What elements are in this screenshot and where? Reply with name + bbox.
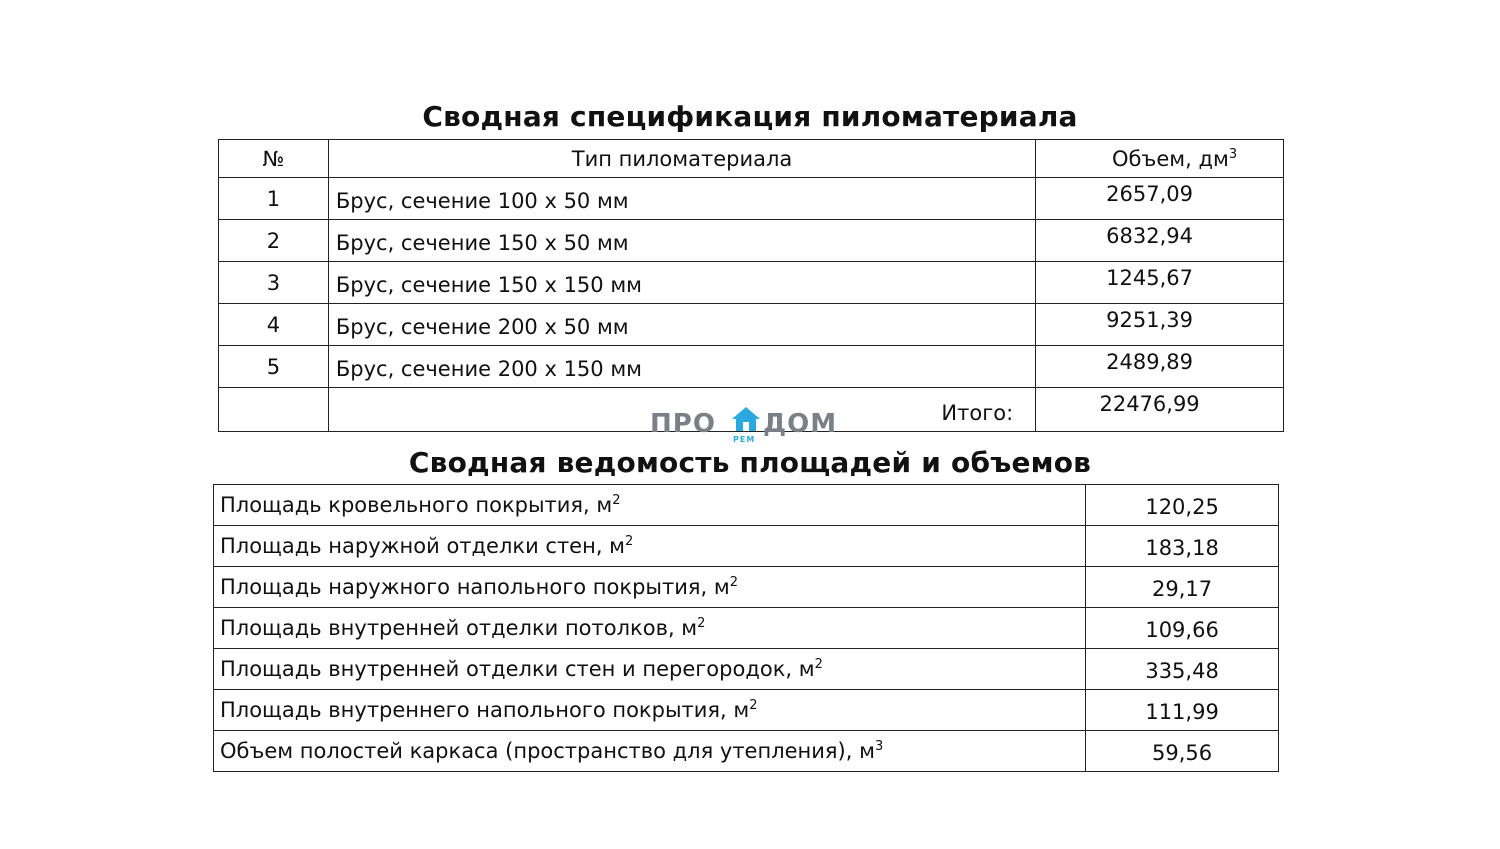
area-unit-sup: 2: [697, 616, 706, 631]
table-row: [219, 220, 1284, 262]
table-row: [219, 304, 1284, 346]
area-name-text: Площадь кровельного покрытия, м: [220, 493, 613, 517]
total-label: Итого:: [328, 388, 1035, 432]
area-name-text: Объем полостей каркаса (пространство для утепления), м: [220, 739, 875, 763]
row-type: Брус, сечение 100 х 50 мм: [328, 178, 1035, 220]
row-volume: 1245,67: [1036, 262, 1284, 304]
row-type: Брус, сечение 200 х 50 мм: [328, 304, 1035, 346]
spec-title: Сводная спецификация пиломатериала: [422, 100, 1078, 133]
area-value: 111,99: [1086, 690, 1279, 731]
area-name: [214, 526, 1086, 567]
row-type: Брус, сечение 200 х 150 мм: [328, 346, 1035, 388]
row-num: 2: [219, 220, 329, 262]
total-empty-cell: [219, 388, 329, 432]
total-value: 22476,99: [1036, 388, 1284, 432]
table-row: [214, 649, 1279, 690]
area-name: [214, 649, 1086, 690]
area-name: [214, 731, 1086, 772]
area-name: [214, 690, 1086, 731]
area-name-text: Площадь наружной отделки стен, м: [220, 534, 626, 558]
area-name-text: Площадь наружного напольного покрытия, м: [220, 575, 730, 599]
area-name-text: Площадь внутреннего напольного покрытия, м: [220, 698, 750, 722]
area-unit-sup: 2: [814, 657, 823, 672]
table-row: [214, 485, 1279, 526]
area-value: 29,17: [1086, 567, 1279, 608]
table-row: [219, 262, 1284, 304]
area-name: [214, 485, 1086, 526]
area-value: 183,18: [1086, 526, 1279, 567]
row-type: Брус, сечение 150 х 150 мм: [328, 262, 1035, 304]
areas-volumes-table: [213, 484, 1279, 772]
area-name-text: Площадь внутренней отделки потолков, м: [220, 616, 698, 640]
lumber-spec-table: [218, 139, 1284, 432]
area-unit-sup: 2: [612, 493, 621, 508]
table-row: [219, 346, 1284, 388]
table-row: [214, 731, 1279, 772]
pro-dom-logo: [650, 405, 850, 445]
area-name: [214, 567, 1086, 608]
table-header-row: [219, 140, 1284, 178]
row-type: Брус, сечение 150 х 50 мм: [328, 220, 1035, 262]
header-num: №: [219, 140, 329, 178]
area-unit-sup: 2: [729, 575, 738, 590]
area-value: 120,25: [1086, 485, 1279, 526]
table-row: [214, 608, 1279, 649]
area-unit-sup: 2: [625, 534, 634, 549]
area-value: 335,48: [1086, 649, 1279, 690]
logo-small-text: РЕМ: [733, 435, 756, 444]
area-value: 109,66: [1086, 608, 1279, 649]
area-unit-sup: 3: [874, 739, 884, 754]
logo-text-left: ПРО: [650, 409, 716, 439]
row-volume: 2489,89: [1036, 346, 1284, 388]
row-num: 1: [219, 178, 329, 220]
area-name: [214, 608, 1086, 649]
table-row: [214, 567, 1279, 608]
house-icon: [730, 405, 762, 435]
header-volume: [1036, 140, 1284, 178]
table-row: [219, 178, 1284, 220]
logo-text-right: ДОМ: [763, 409, 838, 439]
header-volume-text: Объем, дм: [1112, 146, 1229, 171]
row-volume: 9251,39: [1036, 304, 1284, 346]
row-num: 3: [219, 262, 329, 304]
row-num: 5: [219, 346, 329, 388]
header-type: Тип пиломатериала: [328, 140, 1035, 178]
header-volume-sup: 3: [1228, 146, 1238, 162]
row-volume: 6832,94: [1036, 220, 1284, 262]
row-volume: 2657,09: [1036, 178, 1284, 220]
areas-title: Сводная ведомость площадей и объемов: [408, 446, 1092, 479]
row-num: 4: [219, 304, 329, 346]
table-row: [214, 526, 1279, 567]
table-row: [214, 690, 1279, 731]
area-name-text: Площадь внутренней отделки стен и перегородок, м: [220, 657, 815, 681]
area-unit-sup: 2: [749, 698, 758, 713]
area-value: 59,56: [1086, 731, 1279, 772]
